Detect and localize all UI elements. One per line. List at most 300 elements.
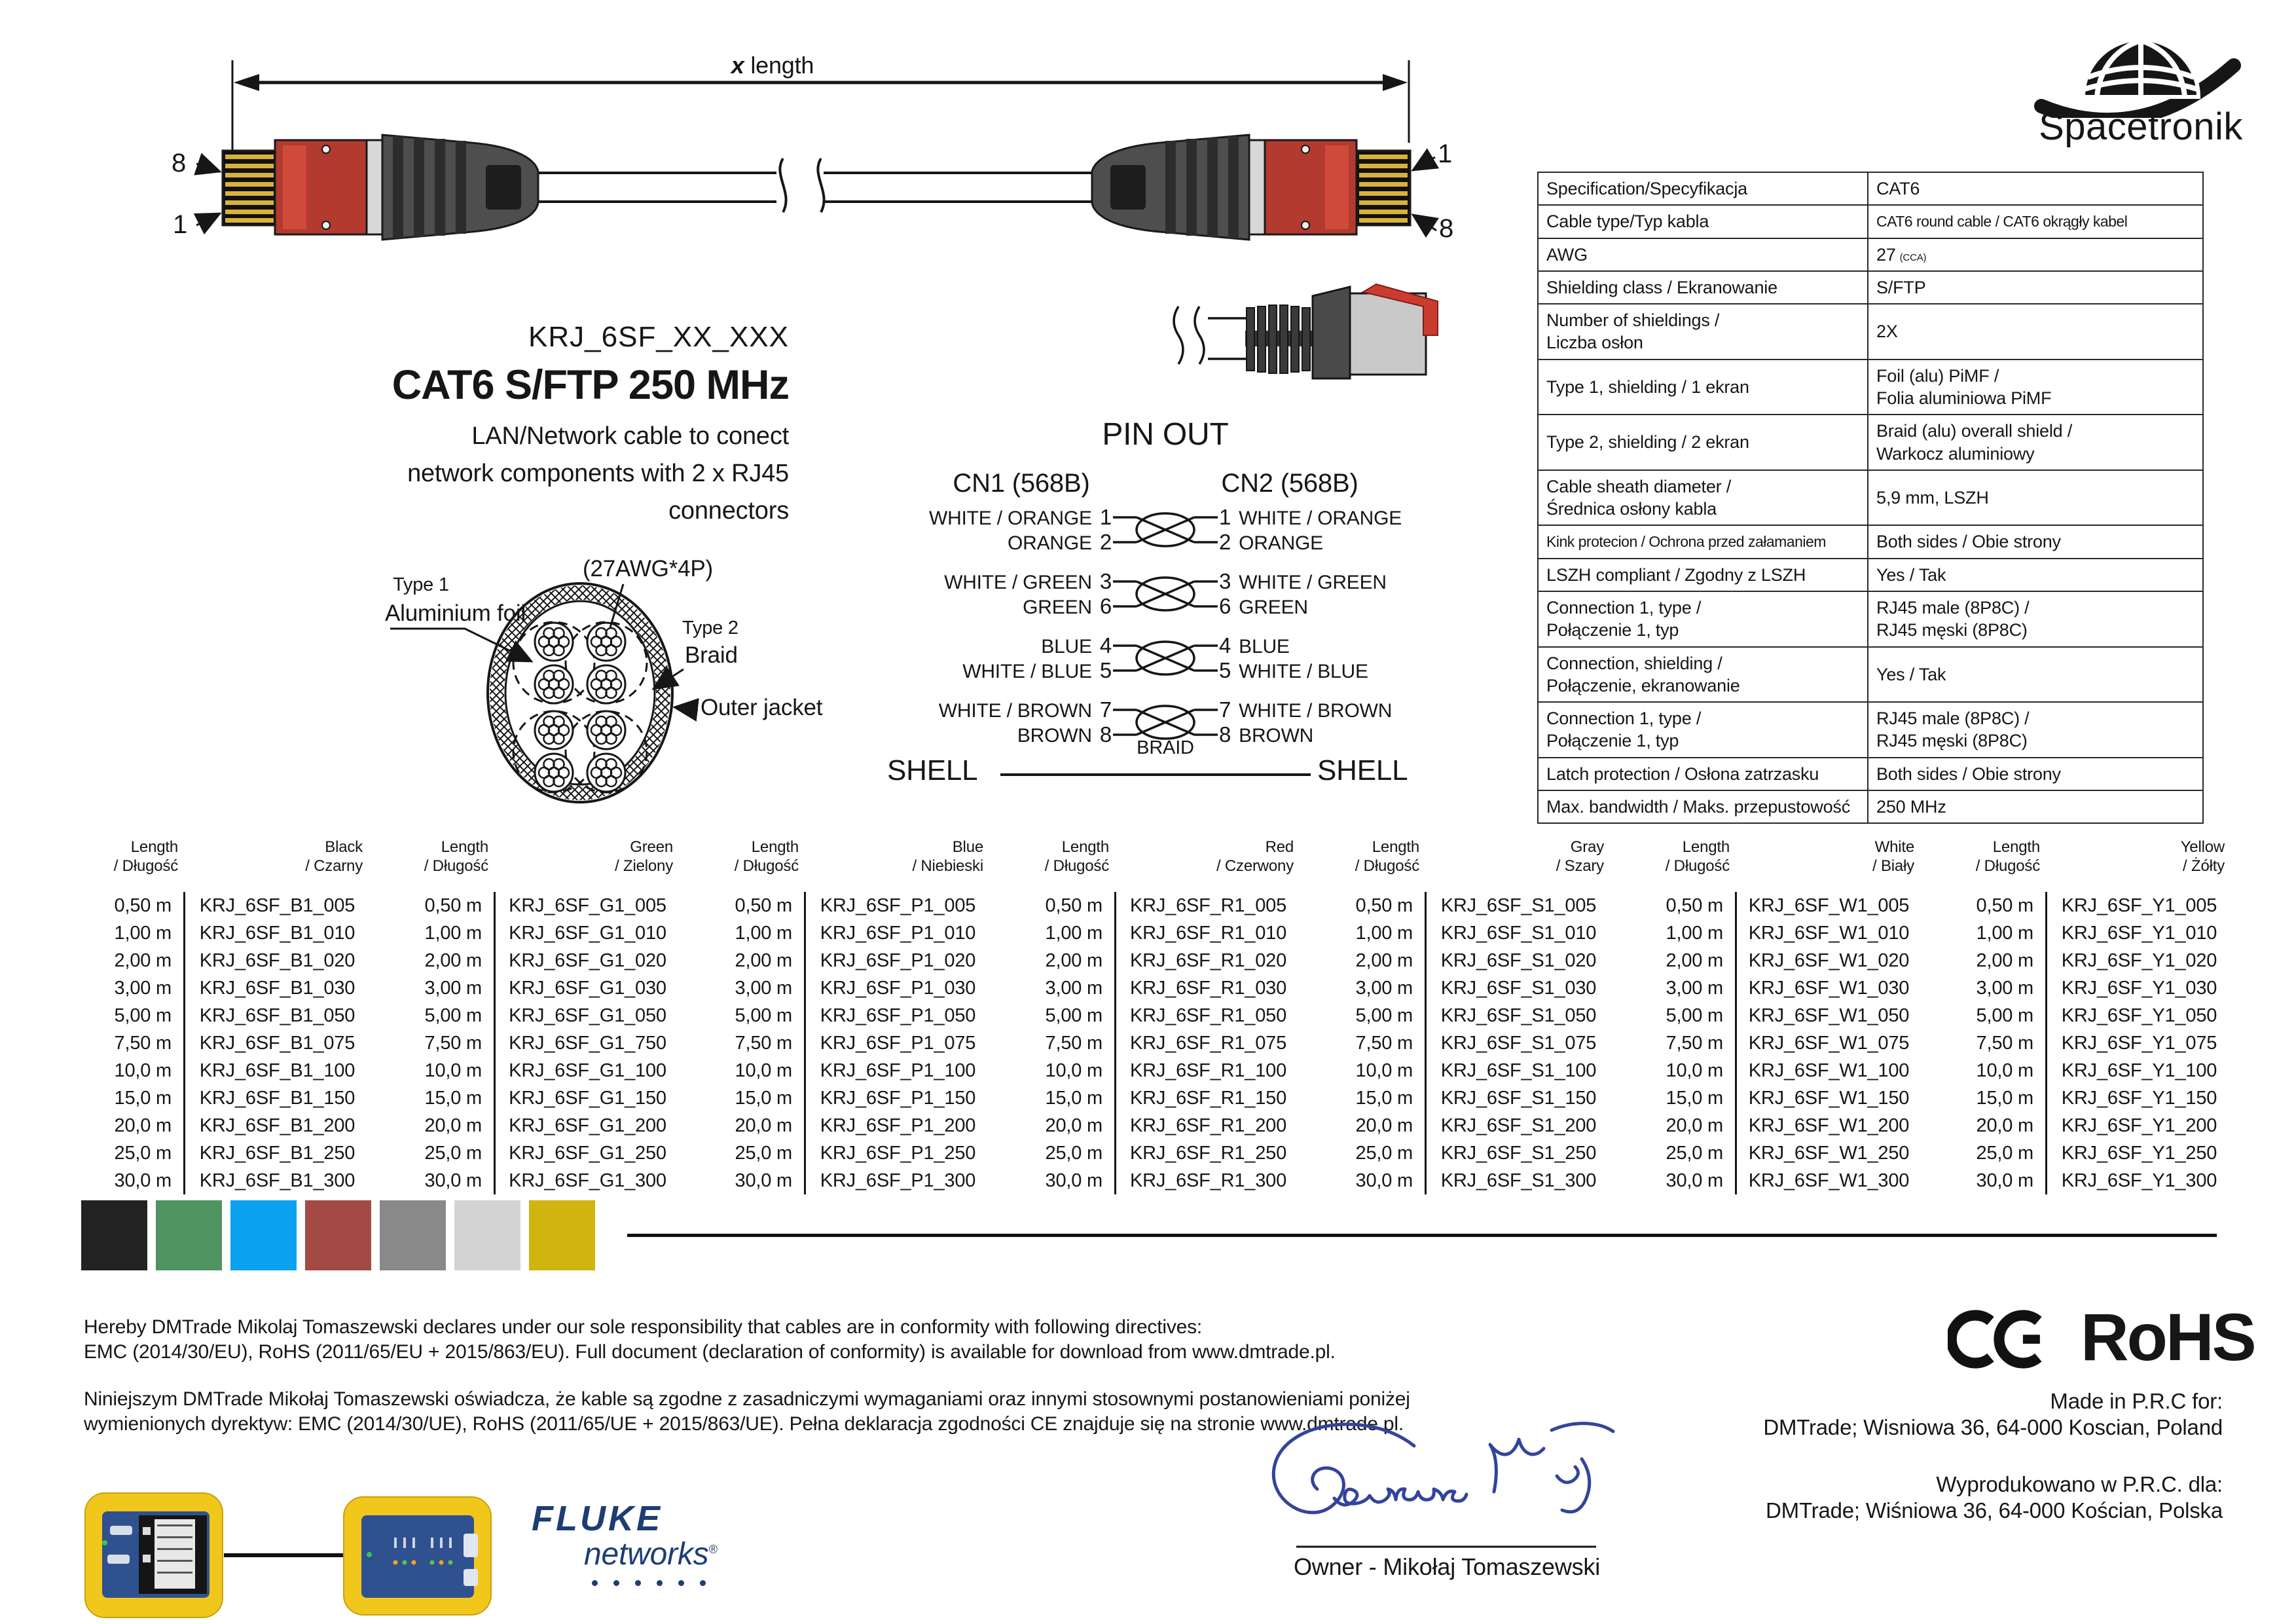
spacetronik-globe-icon — [1990, 20, 2291, 118]
length-cell: 2,00 m — [1666, 950, 1723, 971]
product-row — [73, 1084, 369, 1112]
spec-row — [1538, 559, 2203, 591]
product-row — [694, 947, 990, 974]
length-cell: 3,00 m — [424, 978, 482, 999]
code-cell: KRJ_6SF_S1_010 — [1425, 919, 1611, 947]
length-cell: 5,00 m — [114, 1005, 172, 1026]
product-row — [1625, 1084, 1921, 1112]
description-line: LAN/Network cable to conect — [471, 422, 789, 450]
spec-label: Connection 1, type / Połączenie 1, typ — [1538, 702, 1868, 758]
length-cell: 20,0 m — [1666, 1115, 1723, 1136]
length-cell: 20,0 m — [1355, 1115, 1413, 1136]
length-cell: 25,0 m — [735, 1143, 792, 1164]
code-cell: KRJ_6SF_Y1_030 — [2045, 974, 2231, 1002]
code-cell: KRJ_6SF_G1_020 — [494, 947, 680, 974]
length-cell: 2,00 m — [424, 950, 482, 971]
spec-value: CAT6 round cable / CAT6 okrągły kabel — [1868, 205, 2203, 238]
code-cell: KRJ_6SF_Y1_010 — [2045, 919, 2231, 947]
code-cell: KRJ_6SF_W1_010 — [1735, 919, 1921, 947]
product-row — [1935, 1139, 2231, 1167]
product-group-header — [73, 838, 369, 884]
color-header: Black / Czarny — [305, 838, 363, 875]
product-row — [73, 919, 369, 947]
code-cell: KRJ_6SF_G1_010 — [494, 919, 680, 947]
spec-row — [1538, 702, 2203, 758]
code-cell: KRJ_6SF_P1_075 — [804, 1029, 990, 1057]
wire-label: 6 GREEN — [1219, 594, 1308, 618]
product-row — [694, 1057, 990, 1084]
wire-label: ORANGE 2 — [1008, 530, 1112, 554]
spec-row — [1538, 591, 2203, 647]
product-description — [160, 418, 789, 530]
registered-mark: ® — [708, 1543, 718, 1556]
product-row — [694, 1084, 990, 1112]
product-row — [694, 919, 990, 947]
length-header: Length / Długość — [1665, 838, 1730, 875]
pin8-right-arrow — [1413, 215, 1436, 231]
length-header: Length / Długość — [424, 838, 488, 875]
code-cell: KRJ_6SF_W1_005 — [1735, 892, 1921, 919]
code-cell: KRJ_6SF_W1_100 — [1735, 1057, 1921, 1084]
product-row — [1625, 1029, 1921, 1057]
length-cell: 25,0 m — [1976, 1143, 2033, 1164]
fluke-wordmark: FLUKE — [532, 1499, 663, 1538]
spec-label: Number of shieldings / Liczba osłon — [1538, 304, 1868, 360]
fluke-dots-icon — [592, 1580, 718, 1586]
spec-label: Cable type/Typ kabla — [1538, 205, 1868, 238]
pin8-left-label: 8 — [172, 149, 187, 177]
signature-icon — [1198, 1408, 1617, 1568]
color-swatch-red — [305, 1200, 371, 1270]
shell-label-left: SHELL — [887, 754, 978, 786]
spec-value: RJ45 male (8P8C) / RJ45 męski (8P8C) — [1868, 702, 2203, 758]
spec-value: RJ45 male (8P8C) / RJ45 męski (8P8C) — [1868, 591, 2203, 647]
product-row — [1625, 947, 1921, 974]
length-cell: 5,00 m — [1976, 1005, 2033, 1026]
length-cell: 10,0 m — [1045, 1060, 1102, 1081]
code-cell: KRJ_6SF_G1_250 — [494, 1139, 680, 1167]
length-cell: 2,00 m — [114, 950, 172, 971]
product-group-red — [1004, 838, 1300, 1194]
wire-label: WHITE / GREEN 3 — [944, 569, 1112, 593]
color-swatch-white — [454, 1200, 520, 1270]
networks-wordmark: networks® — [584, 1537, 718, 1572]
code-cell: KRJ_6SF_Y1_300 — [2045, 1167, 2231, 1194]
color-header: Red / Czerwony — [1216, 838, 1294, 875]
length-cell: 2,00 m — [1045, 950, 1102, 971]
product-row — [73, 1112, 369, 1139]
spec-value: S/FTP — [1868, 271, 2203, 304]
length-cell: 0,50 m — [114, 895, 172, 916]
code-cell: KRJ_6SF_R1_250 — [1114, 1139, 1300, 1167]
ce-mark-icon — [1948, 1300, 2059, 1379]
product-row — [1315, 947, 1611, 974]
made-in-address-pl: DMTrade; Wiśniowa 36, 64-000 Kościan, Polska — [1766, 1498, 2223, 1522]
product-row — [1315, 1057, 1611, 1084]
code-cell: KRJ_6SF_W1_030 — [1735, 974, 1921, 1002]
spec-label: Latch protection / Osłona zatrzasku — [1538, 758, 1868, 790]
product-row — [1315, 892, 1611, 919]
spec-label: Specification/Specyfikacja — [1538, 172, 1868, 205]
product-row — [384, 1029, 680, 1057]
made-in-title-en: Made in P.R.C for: — [2050, 1389, 2223, 1413]
code-cell: KRJ_6SF_Y1_075 — [2045, 1029, 2231, 1057]
description-line: connectors — [668, 497, 789, 525]
cable-cross-section-diagram — [367, 550, 825, 825]
brand-name: Spacetronik — [2039, 105, 2243, 148]
code-cell: KRJ_6SF_B1_300 — [183, 1167, 369, 1194]
code-cell: KRJ_6SF_P1_005 — [804, 892, 990, 919]
code-cell: KRJ_6SF_R1_100 — [1114, 1057, 1300, 1084]
spec-label: Type 1, shielding / 1 ekran — [1538, 360, 1868, 415]
wire-label: 4 BLUE — [1219, 633, 1290, 657]
product-row — [1004, 1167, 1300, 1194]
product-row — [1625, 1167, 1921, 1194]
code-cell: KRJ_6SF_S1_150 — [1425, 1084, 1611, 1112]
product-row — [1315, 919, 1611, 947]
length-cell: 20,0 m — [114, 1115, 172, 1136]
outer-jacket-label: Outer jacket — [701, 695, 823, 720]
code-cell: KRJ_6SF_R1_075 — [1114, 1029, 1300, 1057]
rohs-mark: RoHS — [2081, 1300, 2255, 1375]
spec-row — [1538, 360, 2203, 415]
spec-row — [1538, 647, 2203, 703]
type1-title: Type 1 — [393, 574, 449, 595]
code-cell: KRJ_6SF_B1_100 — [183, 1057, 369, 1084]
rj45-connector-right-icon — [1092, 135, 1410, 240]
code-cell: KRJ_6SF_W1_300 — [1735, 1167, 1921, 1194]
code-cell: KRJ_6SF_R1_030 — [1114, 974, 1300, 1002]
product-row — [1004, 1139, 1300, 1167]
spec-label: Connection, shielding / Połączenie, ekranowanie — [1538, 647, 1868, 703]
code-cell: KRJ_6SF_W1_150 — [1735, 1084, 1921, 1112]
declaration-english — [84, 1315, 1336, 1365]
pin1-left-arrow — [196, 213, 220, 225]
product-row — [694, 1002, 990, 1029]
spec-value: 27 (CCA) — [1868, 238, 2203, 271]
code-cell: KRJ_6SF_W1_075 — [1735, 1029, 1921, 1057]
spec-value-note: (CCA) — [1899, 251, 1927, 263]
product-group-header — [1935, 838, 2231, 884]
code-cell: KRJ_6SF_B1_010 — [183, 919, 369, 947]
product-row — [384, 974, 680, 1002]
product-row — [1935, 1002, 2231, 1029]
product-row — [1935, 947, 2231, 974]
color-header: Blue / Niebieski — [912, 838, 983, 875]
spec-label: AWG — [1538, 238, 1868, 271]
product-row — [694, 1112, 990, 1139]
product-group-gray — [1315, 838, 1611, 1194]
spec-row — [1538, 415, 2203, 470]
pin8-right-label: 8 — [1439, 214, 1454, 243]
code-cell: KRJ_6SF_P1_250 — [804, 1139, 990, 1167]
product-row — [73, 1139, 369, 1167]
spec-value: Both sides / Obie strony — [1868, 758, 2203, 790]
product-row — [1935, 919, 2231, 947]
pinout-title: PIN OUT — [1102, 417, 1229, 452]
wire-label: 8 BROWN — [1219, 722, 1314, 747]
twisted-pair-icon — [1113, 633, 1218, 683]
length-cell: 10,0 m — [1976, 1060, 2033, 1081]
length-cell: 7,50 m — [1355, 1033, 1413, 1054]
length-cell: 20,0 m — [424, 1115, 482, 1136]
wire-label: 1 WHITE / ORANGE — [1219, 505, 1402, 529]
outer-jacket-leader — [674, 707, 698, 710]
declaration-line: Hereby DMTrade Mikolaj Tomaszewski declares under our sole responsibility that cables are in conformity with following directives: — [84, 1316, 1203, 1338]
product-row — [1625, 892, 1921, 919]
product-row — [384, 1112, 680, 1139]
length-cell: 1,00 m — [1355, 923, 1413, 944]
wire-label: WHITE / ORANGE 1 — [928, 505, 1112, 529]
product-row — [384, 1084, 680, 1112]
product-group-header — [1004, 838, 1300, 884]
product-row — [384, 947, 680, 974]
code-cell: KRJ_6SF_G1_200 — [494, 1112, 680, 1139]
length-cell: 0,50 m — [1666, 895, 1723, 916]
code-cell: KRJ_6SF_B1_250 — [183, 1139, 369, 1167]
code-cell: KRJ_6SF_P1_200 — [804, 1112, 990, 1139]
wire-label: WHITE / BLUE 5 — [962, 658, 1112, 682]
code-cell: KRJ_6SF_P1_010 — [804, 919, 990, 947]
length-cell: 5,00 m — [1666, 1005, 1723, 1026]
length-cell: 10,0 m — [1355, 1060, 1413, 1081]
code-cell: KRJ_6SF_G1_300 — [494, 1167, 680, 1194]
length-cell: 7,50 m — [1976, 1033, 2033, 1054]
color-swatch-yellow — [529, 1200, 595, 1270]
wire-label: BLUE 4 — [1041, 633, 1112, 657]
length-cell: 1,00 m — [1666, 923, 1723, 944]
spec-value: Foil (alu) PiMF / Folia aluminiowa PiMF — [1868, 360, 2203, 415]
product-row — [1315, 974, 1611, 1002]
code-cell: KRJ_6SF_P1_150 — [804, 1084, 990, 1112]
spec-row — [1538, 304, 2203, 360]
shielded-plug-icon — [1174, 284, 1438, 378]
spec-table — [1537, 172, 2204, 824]
product-row — [1625, 974, 1921, 1002]
length-cell: 15,0 m — [1976, 1088, 2033, 1109]
spec-value: 2X — [1868, 304, 2203, 360]
product-group-black — [73, 838, 369, 1194]
length-cell: 0,50 m — [1045, 895, 1102, 916]
code-cell: KRJ_6SF_G1_050 — [494, 1002, 680, 1029]
product-row — [1004, 892, 1300, 919]
dimension-label: x length — [731, 52, 814, 79]
wire-label: BROWN 8 — [1017, 722, 1112, 747]
length-cell: 30,0 m — [735, 1170, 792, 1191]
code-cell: KRJ_6SF_G1_100 — [494, 1057, 680, 1084]
color-header: Green / Zielony — [615, 838, 673, 875]
code-cell: KRJ_6SF_R1_020 — [1114, 947, 1300, 974]
length-header: Length / Długość — [1355, 838, 1419, 875]
length-cell: 1,00 m — [735, 923, 792, 944]
length-cell: 3,00 m — [114, 978, 172, 999]
product-row — [1625, 1002, 1921, 1029]
length-cell: 30,0 m — [1045, 1170, 1102, 1191]
pin8-left-arrow — [196, 164, 220, 172]
spec-value: 250 MHz — [1868, 790, 2203, 823]
product-group-header — [1625, 838, 1921, 884]
length-header: Length / Długość — [1044, 838, 1109, 875]
spec-label: Max. bandwidth / Maks. przepustowość — [1538, 790, 1868, 823]
color-header: Gray / Szary — [1556, 838, 1604, 875]
length-cell: 15,0 m — [114, 1088, 172, 1109]
length-cell: 7,50 m — [1045, 1033, 1102, 1054]
product-tables — [73, 838, 2231, 1194]
braid-label: BRAID — [1137, 737, 1194, 758]
length-cell: 30,0 m — [1666, 1170, 1723, 1191]
length-cell: 7,50 m — [1666, 1033, 1723, 1054]
length-cell: 5,00 m — [1045, 1005, 1102, 1026]
product-row — [1004, 947, 1300, 974]
product-row — [384, 1002, 680, 1029]
made-in-address-en: DMTrade; Wisniowa 36, 64-000 Koscian, Poland — [1763, 1415, 2223, 1440]
spec-table-body — [1538, 172, 2203, 823]
spec-row — [1538, 238, 2203, 271]
length-cell: 7,50 m — [735, 1033, 792, 1054]
product-group-header — [384, 838, 680, 884]
code-cell: KRJ_6SF_B1_200 — [183, 1112, 369, 1139]
length-cell: 20,0 m — [1976, 1115, 2033, 1136]
length-cell: 3,00 m — [1666, 978, 1723, 999]
product-row — [1625, 1139, 1921, 1167]
code-cell: KRJ_6SF_Y1_250 — [2045, 1139, 2231, 1167]
length-cell: 0,50 m — [424, 895, 482, 916]
product-group-yellow — [1935, 838, 2231, 1194]
awg-label: (27AWG*4P) — [583, 556, 713, 581]
product-group-green — [384, 838, 680, 1194]
length-cell: 3,00 m — [735, 978, 792, 999]
code-cell: KRJ_6SF_S1_075 — [1425, 1029, 1611, 1057]
spec-value: Yes / Tak — [1868, 647, 2203, 703]
connector1-header: CN1 (568B) — [953, 469, 1090, 498]
product-row — [1004, 1084, 1300, 1112]
wire-label: GREEN 6 — [1023, 594, 1112, 618]
declaration-line: EMC (2014/30/EU), RoHS (2011/65/EU + 2015/863/EU). Full document (declaration of conformity) is available for download from www.dmtrade.pl. — [84, 1341, 1336, 1363]
spec-label: Shielding class / Ekranowanie — [1538, 271, 1868, 304]
color-swatch-blue — [230, 1200, 297, 1270]
product-row — [1004, 1029, 1300, 1057]
pin1-right-label: 1 — [1438, 139, 1453, 168]
title-block — [160, 321, 789, 530]
code-cell: KRJ_6SF_R1_010 — [1114, 919, 1300, 947]
code-cell: KRJ_6SF_S1_050 — [1425, 1002, 1611, 1029]
length-cell: 5,00 m — [424, 1005, 482, 1026]
shell-connection-line — [1000, 773, 1311, 776]
length-cell: 10,0 m — [735, 1060, 792, 1081]
length-cell: 30,0 m — [114, 1170, 172, 1191]
fluke-networks-logo — [532, 1498, 718, 1586]
color-swatch-gray — [380, 1200, 446, 1270]
code-cell: KRJ_6SF_Y1_005 — [2045, 892, 2231, 919]
length-cell: 3,00 m — [1355, 978, 1413, 999]
spec-value: Yes / Tak — [1868, 559, 2203, 591]
length-cell: 20,0 m — [1045, 1115, 1102, 1136]
product-row — [1315, 1084, 1611, 1112]
code-cell: KRJ_6SF_S1_020 — [1425, 947, 1611, 974]
product-group-white — [1625, 838, 1921, 1194]
code-cell: KRJ_6SF_P1_100 — [804, 1057, 990, 1084]
product-row — [384, 1167, 680, 1194]
spec-label: LSZH compliant / Zgodny z LSZH — [1538, 559, 1868, 591]
code-cell: KRJ_6SF_P1_300 — [804, 1167, 990, 1194]
code-cell: KRJ_6SF_R1_200 — [1114, 1112, 1300, 1139]
spec-row — [1538, 205, 2203, 238]
code-cell: KRJ_6SF_W1_020 — [1735, 947, 1921, 974]
code-cell: KRJ_6SF_S1_100 — [1425, 1057, 1611, 1084]
wire-label: 7 WHITE / BROWN — [1219, 697, 1393, 722]
product-row — [384, 1139, 680, 1167]
product-row — [1935, 1057, 2231, 1084]
product-row — [1004, 919, 1300, 947]
code-cell: KRJ_6SF_Y1_050 — [2045, 1002, 2231, 1029]
product-row — [1935, 1167, 2231, 1194]
length-cell: 2,00 m — [735, 950, 792, 971]
twisted-pair-icon — [1113, 569, 1218, 619]
length-cell: 2,00 m — [1976, 950, 2033, 971]
code-cell: KRJ_6SF_S1_250 — [1425, 1139, 1611, 1167]
length-cell: 3,00 m — [1976, 978, 2033, 999]
product-row — [1625, 919, 1921, 947]
product-row — [384, 919, 680, 947]
product-row — [1935, 974, 2231, 1002]
wire-label: 3 WHITE / GREEN — [1219, 569, 1387, 593]
spec-value: Braid (alu) overall shield / Warkocz aluminiowy — [1868, 415, 2203, 470]
code-cell: KRJ_6SF_W1_050 — [1735, 1002, 1921, 1029]
product-row — [694, 1139, 990, 1167]
product-row — [1935, 1112, 2231, 1139]
product-group-blue — [694, 838, 990, 1194]
product-row — [694, 974, 990, 1002]
cable-run — [538, 158, 1092, 212]
length-cell: 0,50 m — [735, 895, 792, 916]
length-cell: 2,00 m — [1355, 950, 1413, 971]
swatch-row — [81, 1200, 595, 1270]
spec-row — [1538, 758, 2203, 790]
length-cell: 30,0 m — [424, 1170, 482, 1191]
product-row — [1004, 974, 1300, 1002]
product-row — [1625, 1112, 1921, 1139]
length-cell: 15,0 m — [424, 1088, 482, 1109]
code-cell: KRJ_6SF_R1_050 — [1114, 1002, 1300, 1029]
code-cell: KRJ_6SF_P1_020 — [804, 947, 990, 974]
product-row — [384, 892, 680, 919]
length-header: Length / Długość — [734, 838, 799, 875]
code-cell: KRJ_6SF_S1_200 — [1425, 1112, 1611, 1139]
spec-label: Cable sheath diameter / Średnica osłony kabla — [1538, 470, 1868, 526]
type1-label: Aluminium foil — [385, 600, 526, 626]
code-cell: KRJ_6SF_W1_200 — [1735, 1112, 1921, 1139]
wire-label: WHITE / BROWN 7 — [938, 697, 1112, 722]
length-header: Length / Długość — [113, 838, 178, 875]
declaration-line: Niniejszym DMTrade Mikołaj Tomaszewski oświadcza, że kable są zgodne z zasadniczymi wymaganiami oraz innymi stosownymi postanowieniami poniżej — [84, 1388, 1410, 1410]
spec-row — [1538, 525, 2203, 558]
made-in-title-pl: Wyprodukowano w P.R.C. dla: — [1936, 1471, 2223, 1496]
type2-title: Type 2 — [682, 618, 738, 638]
code-cell: KRJ_6SF_S1_300 — [1425, 1167, 1611, 1194]
product-row — [1315, 1167, 1611, 1194]
color-swatch-green — [156, 1200, 222, 1270]
length-cell: 30,0 m — [1976, 1170, 2033, 1191]
length-cell: 7,50 m — [424, 1033, 482, 1054]
product-row — [1004, 1002, 1300, 1029]
code-cell: KRJ_6SF_B1_075 — [183, 1029, 369, 1057]
product-row — [1935, 1029, 2231, 1057]
length-cell: 0,50 m — [1976, 895, 2033, 916]
product-row — [73, 892, 369, 919]
code-cell: KRJ_6SF_B1_030 — [183, 974, 369, 1002]
length-header: Length / Długość — [1975, 838, 2040, 875]
code-cell: KRJ_6SF_P1_030 — [804, 974, 990, 1002]
